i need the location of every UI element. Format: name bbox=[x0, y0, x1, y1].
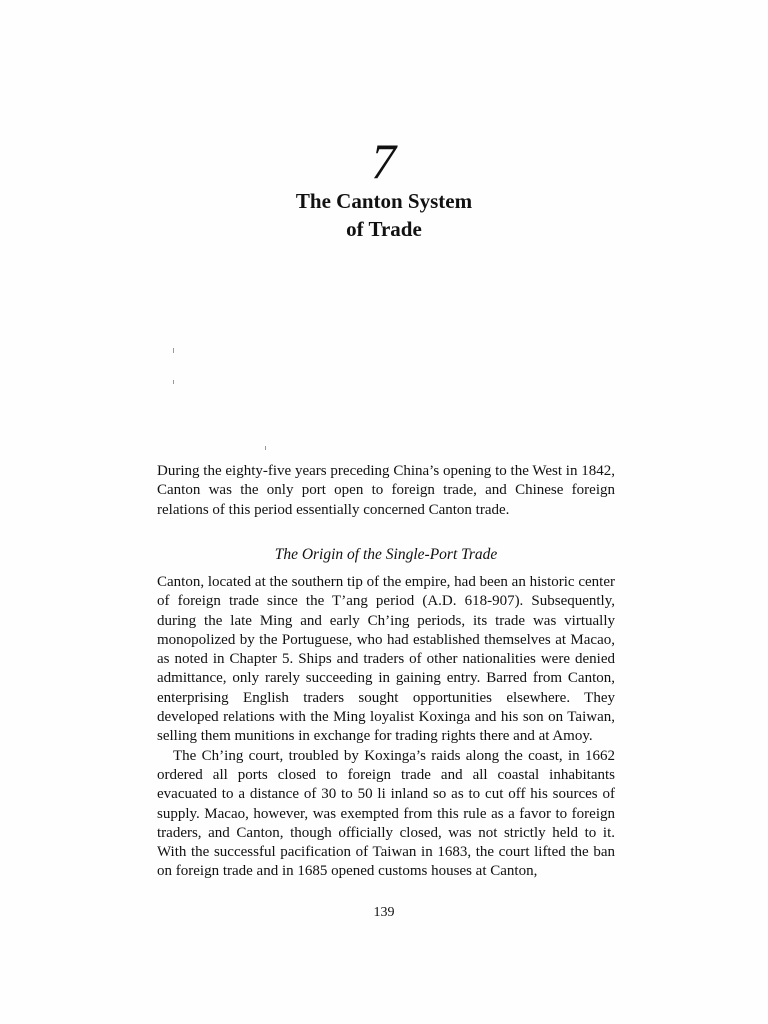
scan-speck bbox=[265, 446, 266, 450]
page-number: 139 bbox=[373, 905, 395, 920]
body-paragraph-1: Canton, located at the southern tip of the empire, had been an historic center of foreign trade since the T’ang period (A.D. 618-907). Subsequently, during the late Ming and early Ch’ing periods, its trade was virtually monopolized by the Portuguese, who had established themselves at Macao, as noted in Chapter 5. Ships and traders of other nationalities were denied admittance, only rarely succeeding in gaining entry. Barred from Canton, enterprising English traders sought opportunities elsewhere. They developed relations with the Ming loyalist Koxinga and his son on Taiwan, selling them munitions in exchange for trading rights there and at Amoy. bbox=[157, 574, 615, 745]
chapter-title-line-1: The Canton System bbox=[295, 189, 473, 213]
scan-speck bbox=[173, 380, 174, 384]
main-text bbox=[157, 573, 615, 882]
intro-text bbox=[157, 462, 615, 520]
chapter-title bbox=[0, 187, 768, 243]
chapter-title-line-2: of Trade bbox=[346, 217, 422, 241]
chapter-number: 7 bbox=[371, 133, 397, 189]
scan-speck bbox=[173, 348, 174, 353]
intro-paragraph: During the eighty-five years preceding China’s opening to the West in 1842, Canton was the only port open to foreign trade, and Chinese foreign relations of this period essentially concerned Canton trade. bbox=[157, 463, 615, 518]
section-heading: The Origin of the Single-Port Trade bbox=[274, 546, 498, 563]
body-paragraph-2: The Ch’ing court, troubled by Koxinga’s raids along the coast, in 1662 ordered all ports closed to foreign trade and all coastal inhabitants evacuated to a distance of 30 to 50 li inland so as to cut off his sources of supply. Macao, however, was exempted from this rule as a favor to foreign traders, and Canton, though officially closed, was not strictly held to it. With the successful pacification of Taiwan in 1683, the court lifted the ban on foreign trade and in 1685 opened customs houses at Canton, bbox=[157, 747, 615, 880]
